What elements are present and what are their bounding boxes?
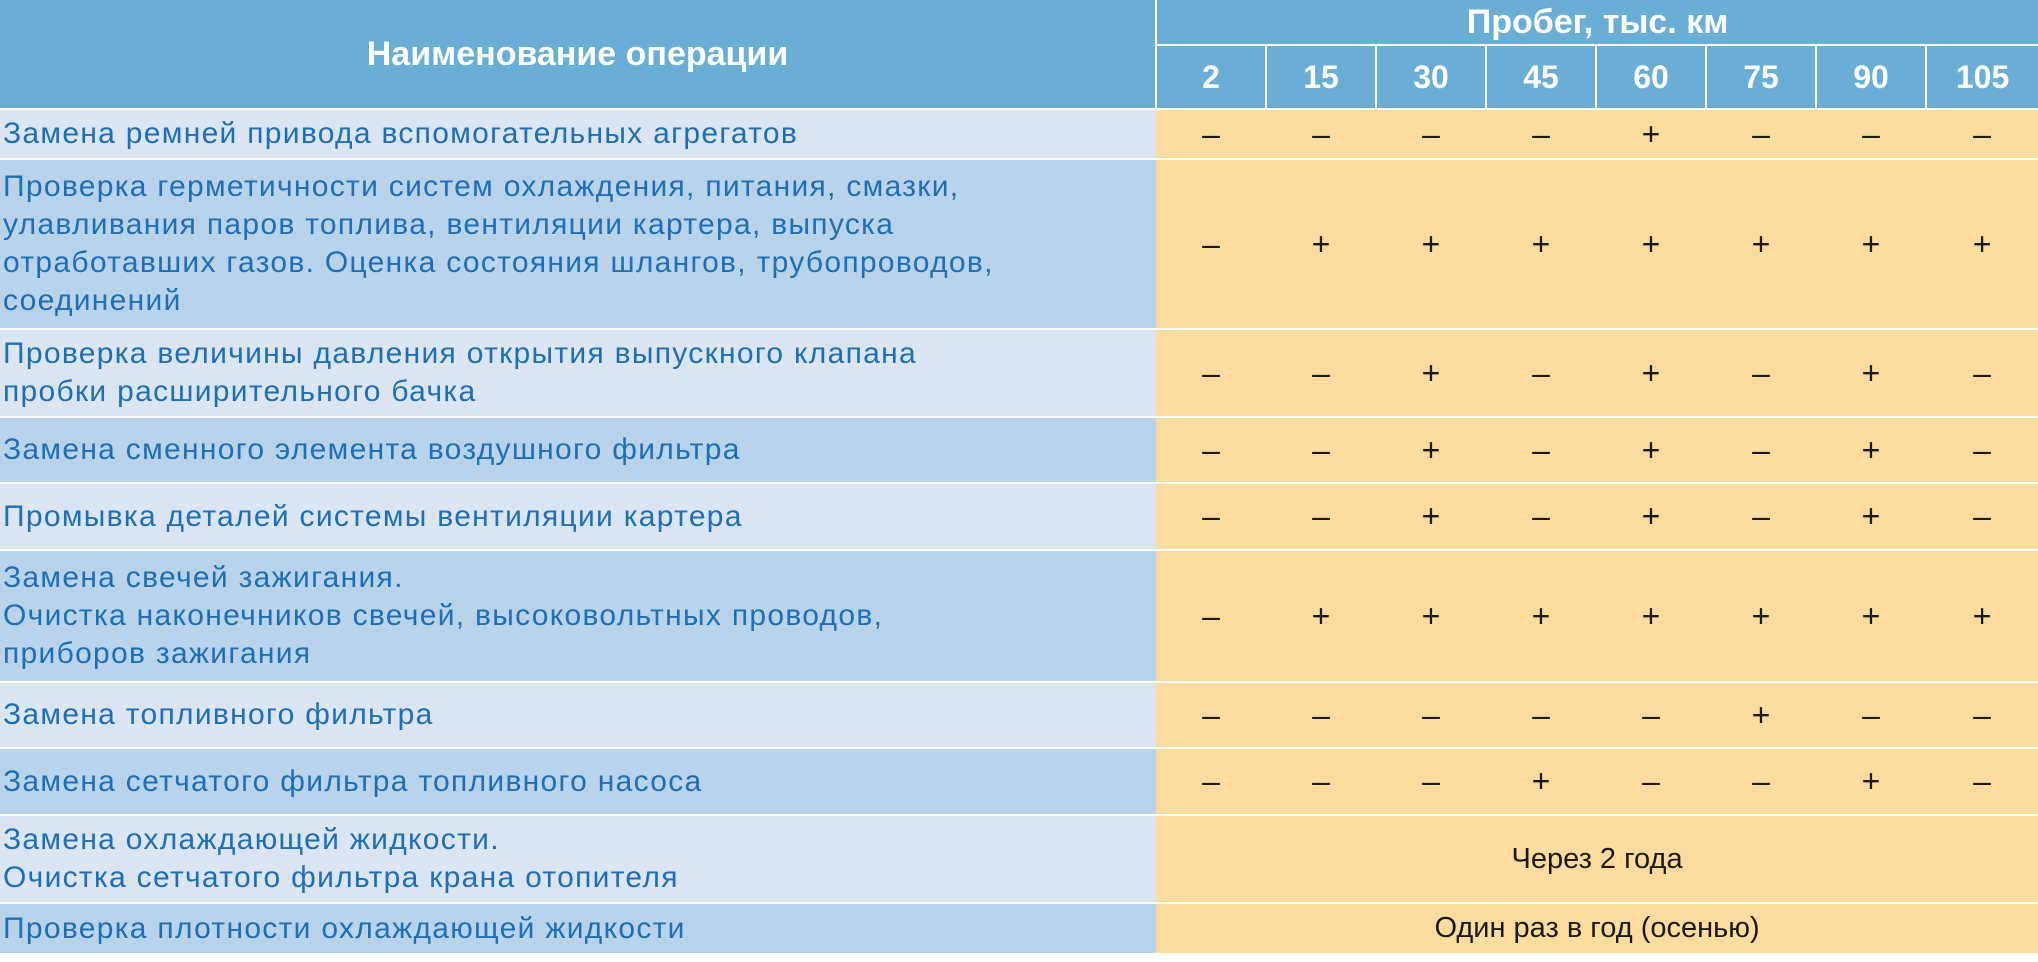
mark-cell: – bbox=[1156, 748, 1266, 815]
mileage-header-60: 60 bbox=[1596, 45, 1706, 109]
operation-line: отработавших газов. Оценка состояния шлангов, трубопроводов, bbox=[3, 246, 994, 279]
mark-cell: + bbox=[1596, 329, 1706, 417]
operation-line: Замена сменного элемента воздушного фильтра bbox=[3, 433, 741, 466]
mark-cell: – bbox=[1376, 682, 1486, 748]
operation-line: Замена свечей зажигания. bbox=[3, 561, 404, 594]
mileage-group-header: Пробег, тыс. км bbox=[1156, 0, 2038, 45]
mark-cell: – bbox=[1926, 417, 2038, 483]
mark-cell: + bbox=[1596, 483, 1706, 550]
table-row bbox=[0, 815, 2038, 903]
operation-column-header: Наименование операции bbox=[0, 0, 1156, 109]
mileage-header-75: 75 bbox=[1706, 45, 1816, 109]
mark-cell: – bbox=[1926, 483, 2038, 550]
mark-cell: – bbox=[1156, 550, 1266, 682]
mark-cell: + bbox=[1816, 159, 1926, 329]
mark-cell: + bbox=[1706, 159, 1816, 329]
mark-cell: + bbox=[1596, 159, 1706, 329]
table-row bbox=[0, 483, 2038, 550]
mark-cell: – bbox=[1706, 483, 1816, 550]
table-row bbox=[0, 748, 2038, 815]
mark-cell: + bbox=[1486, 550, 1596, 682]
mark-cell: + bbox=[1596, 417, 1706, 483]
operation-line: Очистка наконечников свечей, высоковольтных проводов, bbox=[3, 599, 884, 632]
operation-line: Проверка величины давления открытия выпускного клапана bbox=[3, 337, 917, 370]
mark-cell: – bbox=[1376, 109, 1486, 159]
mark-cell: – bbox=[1156, 483, 1266, 550]
mark-cell: – bbox=[1156, 109, 1266, 159]
mark-cell: + bbox=[1266, 550, 1376, 682]
operation-line: Проверка плотности охлаждающей жидкости bbox=[3, 911, 686, 945]
mark-cell: – bbox=[1156, 417, 1266, 483]
operation-name bbox=[0, 329, 1156, 417]
operation-line: Проверка герметичности систем охлаждения, питания, смазки, bbox=[3, 170, 960, 203]
table-row bbox=[0, 329, 2038, 417]
mark-cell: + bbox=[1376, 417, 1486, 483]
mark-cell: – bbox=[1486, 109, 1596, 159]
mark-cell: + bbox=[1486, 159, 1596, 329]
mark-cell: + bbox=[1816, 329, 1926, 417]
interval-note: Один раз в год (осенью) bbox=[1156, 903, 2038, 953]
mark-cell: – bbox=[1706, 748, 1816, 815]
operation-line: Замена охлаждающей жидкости. bbox=[3, 823, 500, 856]
mark-cell: + bbox=[1486, 748, 1596, 815]
operation-name bbox=[0, 682, 1156, 748]
mark-cell: – bbox=[1486, 483, 1596, 550]
operation-line: Промывка деталей системы вентиляции картера bbox=[3, 499, 743, 533]
mileage-header-45: 45 bbox=[1486, 45, 1596, 109]
operation-line: Замена ремней привода вспомогательных агрегатов bbox=[3, 117, 799, 150]
mark-cell: – bbox=[1376, 748, 1486, 815]
mark-cell: – bbox=[1266, 417, 1376, 483]
mark-cell: – bbox=[1926, 109, 2038, 159]
table-row bbox=[0, 417, 2038, 483]
operation-name bbox=[0, 748, 1156, 815]
mark-cell: + bbox=[1816, 550, 1926, 682]
mark-cell: – bbox=[1816, 682, 1926, 748]
operation-name bbox=[0, 483, 1156, 550]
mark-cell: + bbox=[1816, 483, 1926, 550]
mark-cell: + bbox=[1376, 550, 1486, 682]
mark-cell: – bbox=[1266, 329, 1376, 417]
mark-cell: – bbox=[1486, 417, 1596, 483]
operation-name bbox=[0, 903, 1156, 953]
table-body bbox=[0, 109, 2038, 953]
table-row bbox=[0, 550, 2038, 682]
mark-cell: – bbox=[1706, 329, 1816, 417]
operation-line: Замена сетчатого фильтра топливного насоса bbox=[3, 764, 703, 798]
mark-cell: – bbox=[1926, 682, 2038, 748]
mark-cell: + bbox=[1376, 483, 1486, 550]
table-row bbox=[0, 682, 2038, 748]
mark-cell: + bbox=[1596, 109, 1706, 159]
operation-name bbox=[0, 109, 1156, 159]
table-row bbox=[0, 159, 2038, 329]
mark-cell: + bbox=[1816, 417, 1926, 483]
mark-cell: – bbox=[1266, 682, 1376, 748]
mark-cell: – bbox=[1706, 109, 1816, 159]
mark-cell: – bbox=[1156, 329, 1266, 417]
mark-cell: – bbox=[1596, 682, 1706, 748]
operation-name bbox=[0, 550, 1156, 682]
mark-cell: + bbox=[1816, 748, 1926, 815]
mark-cell: – bbox=[1926, 329, 2038, 417]
operation-line: приборов зажигания bbox=[3, 637, 312, 670]
operation-name bbox=[0, 159, 1156, 329]
mark-cell: – bbox=[1486, 329, 1596, 417]
mileage-header-30: 30 bbox=[1376, 45, 1486, 109]
mark-cell: + bbox=[1706, 682, 1816, 748]
mileage-header-90: 90 bbox=[1816, 45, 1926, 109]
mark-cell: – bbox=[1926, 748, 2038, 815]
mark-cell: – bbox=[1486, 682, 1596, 748]
mark-cell: – bbox=[1266, 748, 1376, 815]
mileage-header-15: 15 bbox=[1266, 45, 1376, 109]
operation-line: пробки расширительного бачка bbox=[3, 375, 477, 408]
operation-line: Очистка сетчатого фильтра крана отопителя bbox=[3, 861, 679, 894]
mark-cell: + bbox=[1926, 159, 2038, 329]
table-header bbox=[0, 0, 2038, 109]
operation-name bbox=[0, 815, 1156, 903]
table-row bbox=[0, 109, 2038, 159]
mark-cell: + bbox=[1596, 550, 1706, 682]
interval-note: Через 2 года bbox=[1156, 815, 2038, 903]
operation-line: улавливания паров топлива, вентиляции картера, выпуска bbox=[3, 208, 895, 241]
mark-cell: – bbox=[1706, 417, 1816, 483]
mileage-header-105: 105 bbox=[1926, 45, 2038, 109]
mark-cell: – bbox=[1266, 483, 1376, 550]
mark-cell: – bbox=[1816, 109, 1926, 159]
mileage-header-2: 2 bbox=[1156, 45, 1266, 109]
mark-cell: + bbox=[1376, 159, 1486, 329]
mark-cell: – bbox=[1156, 682, 1266, 748]
mark-cell: – bbox=[1266, 109, 1376, 159]
operation-name bbox=[0, 417, 1156, 483]
operation-line: Замена топливного фильтра bbox=[3, 698, 434, 731]
mark-cell: + bbox=[1266, 159, 1376, 329]
mark-cell: + bbox=[1706, 550, 1816, 682]
mark-cell: + bbox=[1926, 550, 2038, 682]
mark-cell: – bbox=[1596, 748, 1706, 815]
operation-line: соединений bbox=[3, 284, 182, 317]
mark-cell: – bbox=[1156, 159, 1266, 329]
mark-cell: + bbox=[1376, 329, 1486, 417]
table-row bbox=[0, 903, 2038, 953]
